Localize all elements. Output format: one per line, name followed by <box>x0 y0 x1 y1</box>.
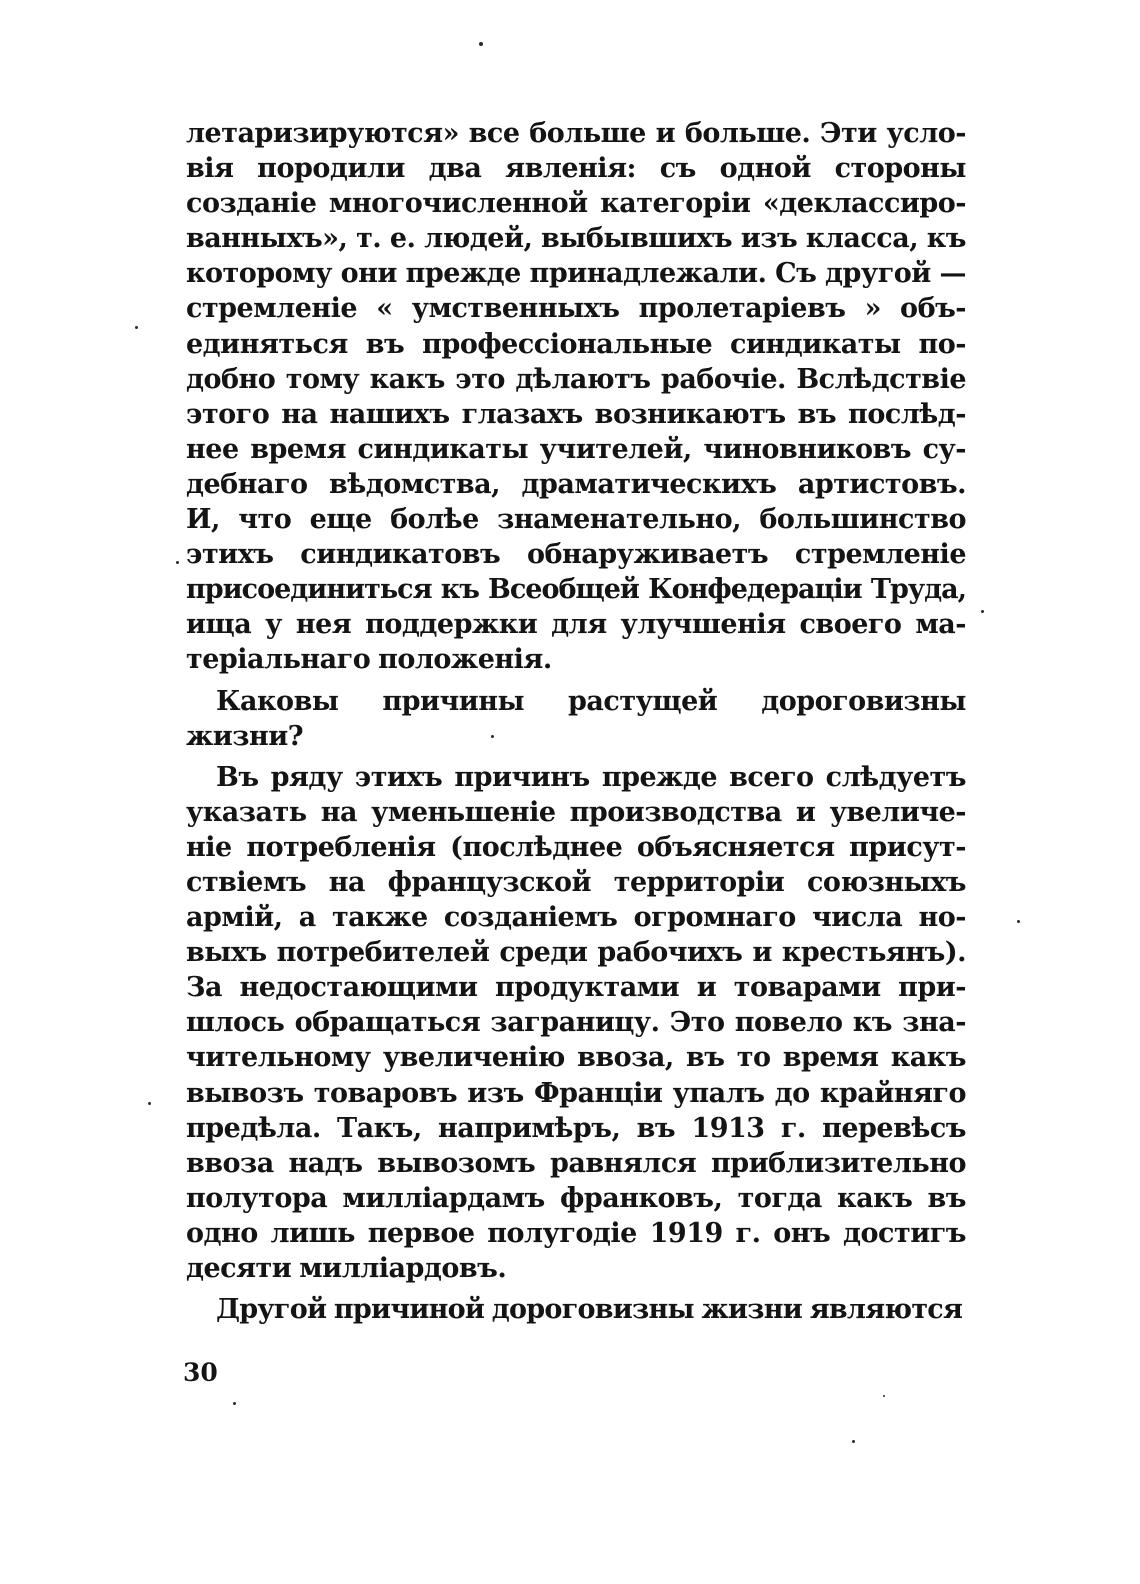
text-line: добно тому какъ это дѣлаютъ рабочіе. Вслѣдствіе <box>186 363 966 395</box>
print-speck <box>479 42 483 46</box>
print-speck <box>233 1402 236 1405</box>
paragraph <box>186 760 966 1286</box>
text-line: вія породили два явленія: съ одной стороны <box>186 153 966 185</box>
text-line: которому они прежде принадлежали. Съ другой — <box>186 258 966 290</box>
text-line: единяться въ профессіональные синдикаты по- <box>186 328 966 360</box>
body-text <box>186 116 966 1327</box>
text-line: Въ ряду этихъ причинъ прежде всего слѣдуетъ <box>216 761 966 793</box>
text-line: этихъ синдикатовъ обнаруживаетъ стремленіе <box>186 539 966 571</box>
text-line: созданіе многочисленной категоріи «деклассиро- <box>186 188 966 220</box>
text-line: вывозъ товаровъ изъ Франціи упалъ до крайняго <box>186 1077 966 1109</box>
print-speck <box>852 1440 855 1443</box>
text-line: жизни? <box>186 720 304 752</box>
paragraph <box>186 684 966 754</box>
text-line: этого на нашихъ глазахъ возникаютъ въ послѣд- <box>186 398 966 430</box>
text-line: армій, а также созданіемъ огромнаго числа но- <box>186 902 966 934</box>
text-line: нее время синдикаты учителей, чиновниковъ су- <box>186 433 966 465</box>
text-line: теріальнаго положенія. <box>186 644 552 676</box>
text-line: выхъ потребителей среди рабочихъ и крестьянъ). <box>186 937 966 969</box>
text-line: одно лишь первое полугодіе 1919 г. онъ достигъ <box>186 1217 966 1249</box>
text-line: Каковы причины растущей дороговизны <box>216 685 966 717</box>
text-line: шлось обращаться заграницу. Это повело къ зна- <box>186 1007 966 1039</box>
text-line: чительному увеличенію ввоза, въ то время какъ <box>186 1042 966 1074</box>
text-line: Другой причиной дороговизны жизни являются <box>216 1294 963 1326</box>
text-line: десяти милліардовъ. <box>186 1253 507 1284</box>
text-line: ища у нея поддержки для улучшенія своего ма- <box>186 609 966 641</box>
paragraph <box>186 116 966 678</box>
text-line: летаризируются» все больше и больше. Эти усло- <box>186 118 966 149</box>
print-speck <box>981 610 984 613</box>
text-line: присоединиться къ Всеобщей Конфедераціи Труда, <box>186 574 966 606</box>
text-line: полутора милліардамъ франковъ, тогда какъ въ <box>186 1182 966 1214</box>
page-number: 30 <box>183 1358 218 1387</box>
text-line: И, что еще болѣе знаменательно, большинство <box>186 504 966 536</box>
text-line: ввоза надъ вывозомъ равнялся приблизительно <box>186 1147 966 1179</box>
print-speck <box>176 561 179 564</box>
print-speck <box>148 1102 151 1105</box>
paragraph <box>186 1292 966 1327</box>
text-line: За недостающими продуктами и товарами при- <box>186 972 966 1004</box>
text-line: стремленіе « умственныхъ пролетаріевъ » объ- <box>186 293 966 325</box>
text-line: предѣла. Такъ, напримѣръ, въ 1913 г. перевѣсъ <box>186 1112 966 1144</box>
text-line: ствіемъ на французской территоріи союзныхъ <box>186 866 966 898</box>
text-line: ніе потребленія (послѣднее объясняется присут- <box>186 831 966 863</box>
text-line: дебнаго вѣдомства, драматическихъ артистовъ. <box>186 468 966 500</box>
print-speck <box>135 326 138 329</box>
print-speck <box>491 735 494 738</box>
text-line: ванныхъ», т. е. людей, выбывшихъ изъ класса, къ <box>186 223 966 255</box>
print-speck <box>1017 920 1020 923</box>
print-speck <box>883 1395 885 1397</box>
text-line: указать на уменьшеніе производства и увеличе- <box>186 796 966 828</box>
